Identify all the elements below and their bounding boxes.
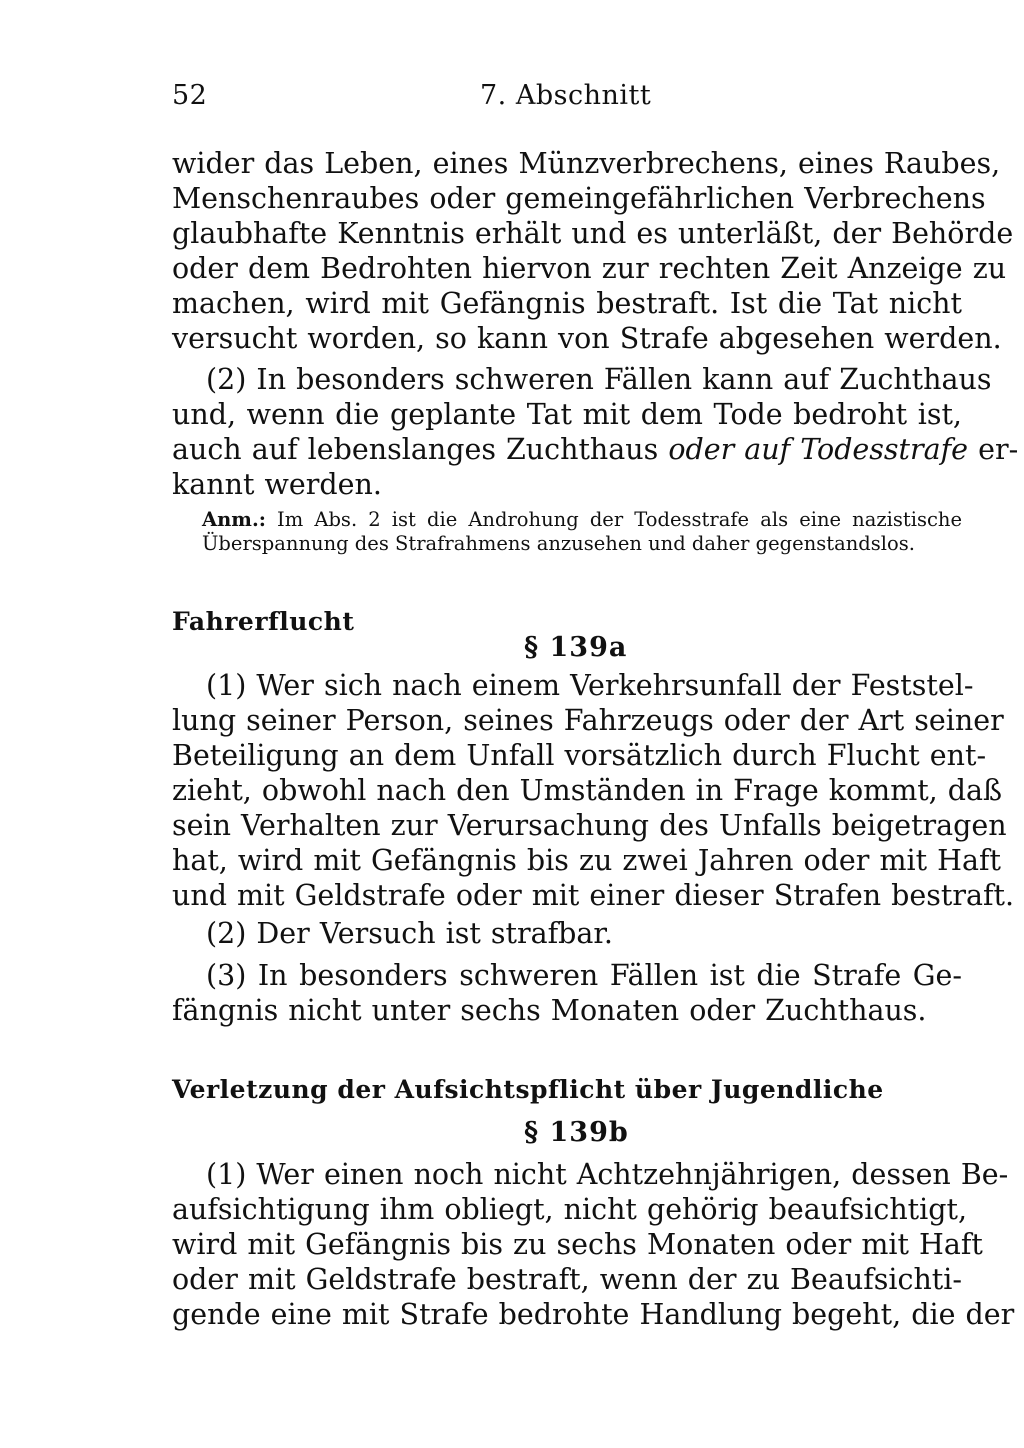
running-head bbox=[172, 80, 962, 120]
text-line: gende eine mit Strafe bedrohte Handlung begeht, die der bbox=[172, 1298, 1015, 1331]
text-line: wird mit Gefängnis bis zu sechs Monaten oder mit Haft bbox=[172, 1228, 983, 1261]
text-line: (1) Wer sich nach einem Verkehrsunfall der Feststel- bbox=[206, 669, 974, 702]
section-title: 7. Abschnitt bbox=[480, 80, 652, 111]
paragraph-139a-absatz-2 bbox=[172, 916, 962, 951]
text-line: (2) Der Versuch ist strafbar. bbox=[206, 917, 613, 950]
text-span: auch auf lebenslanges Zuchthaus bbox=[172, 433, 669, 466]
note-label: Anm.: bbox=[202, 508, 266, 531]
paragraph-139b-absatz-1 bbox=[172, 1157, 1015, 1332]
text-line: glaubhafte Kenntnis erhält und es unterläßt, der Behörde bbox=[172, 217, 1014, 250]
text-line: aufsichtigung ihm obliegt, nicht gehörig beaufsichtigt, bbox=[172, 1193, 967, 1226]
text-line: (3) In besonders schweren Fällen ist die Strafe Ge- bbox=[206, 959, 962, 992]
text-line: fängnis nicht unter sechs Monaten oder Zuchthaus. bbox=[172, 994, 927, 1027]
text-span: er- bbox=[968, 433, 1019, 466]
annotation-note bbox=[202, 508, 962, 556]
text-line: oder dem Bedrohten hiervon zur rechten Zeit Anzeige zu bbox=[172, 252, 1007, 285]
text-line: hat, wird mit Gefängnis bis zu zwei Jahren oder mit Haft bbox=[172, 844, 1001, 877]
page-number: 52 bbox=[172, 80, 208, 111]
text-line: (2) In besonders schweren Fällen kann auf Zuchthaus bbox=[206, 363, 992, 396]
text-line: und, wenn die geplante Tat mit dem Tode bedroht ist, bbox=[172, 398, 962, 431]
text-line: sein Verhalten zur Verursachung des Unfalls beigetragen bbox=[172, 809, 1007, 842]
note-line: Überspannung des Strafrahmens anzusehen und daher gegenstandslos. bbox=[202, 532, 915, 555]
paragraph-number-139a: § 139a bbox=[524, 632, 628, 663]
text-line: versucht worden, so kann von Strafe abgesehen werden. bbox=[172, 322, 1002, 355]
paragraph-138-absatz-2 bbox=[172, 362, 1019, 502]
paragraph-139a-absatz-1 bbox=[172, 668, 1015, 913]
section-heading-fahrerflucht: Fahrerflucht bbox=[172, 607, 355, 636]
text-line: kannt werden. bbox=[172, 468, 382, 501]
paragraph-139a-absatz-3 bbox=[172, 958, 962, 1028]
section-heading-aufsichtspflicht: Verletzung der Aufsichtspflicht über Jugendliche bbox=[172, 1075, 884, 1104]
note-text: Im Abs. 2 ist die Androhung der Todesstrafe als eine nazistische bbox=[265, 508, 962, 531]
paragraph-138-continuation bbox=[172, 146, 1014, 356]
text-line: und mit Geldstrafe oder mit einer dieser Strafen bestraft. bbox=[172, 879, 1015, 912]
text-line bbox=[172, 432, 1019, 467]
text-line: machen, wird mit Gefängnis bestraft. Ist die Tat nicht bbox=[172, 287, 962, 320]
italic-text: oder auf Todesstrafe bbox=[668, 433, 969, 466]
text-line: Menschenraubes oder gemeingefährlichen Verbrechens bbox=[172, 182, 986, 215]
note-line bbox=[202, 508, 962, 532]
paragraph-number-139b: § 139b bbox=[524, 1117, 629, 1148]
text-line: oder mit Geldstrafe bestraft, wenn der zu Beaufsichti- bbox=[172, 1263, 962, 1296]
text-line: lung seiner Person, seines Fahrzeugs oder der Art seiner bbox=[172, 704, 1004, 737]
text-line: Beteiligung an dem Unfall vorsätzlich durch Flucht ent- bbox=[172, 739, 987, 772]
text-line: (1) Wer einen noch nicht Achtzehnjährigen, dessen Be- bbox=[206, 1158, 1009, 1191]
text-line: wider das Leben, eines Münzverbrechens, eines Raubes, bbox=[172, 147, 1001, 180]
text-line: zieht, obwohl nach den Umständen in Frage kommt, daß bbox=[172, 774, 1003, 807]
